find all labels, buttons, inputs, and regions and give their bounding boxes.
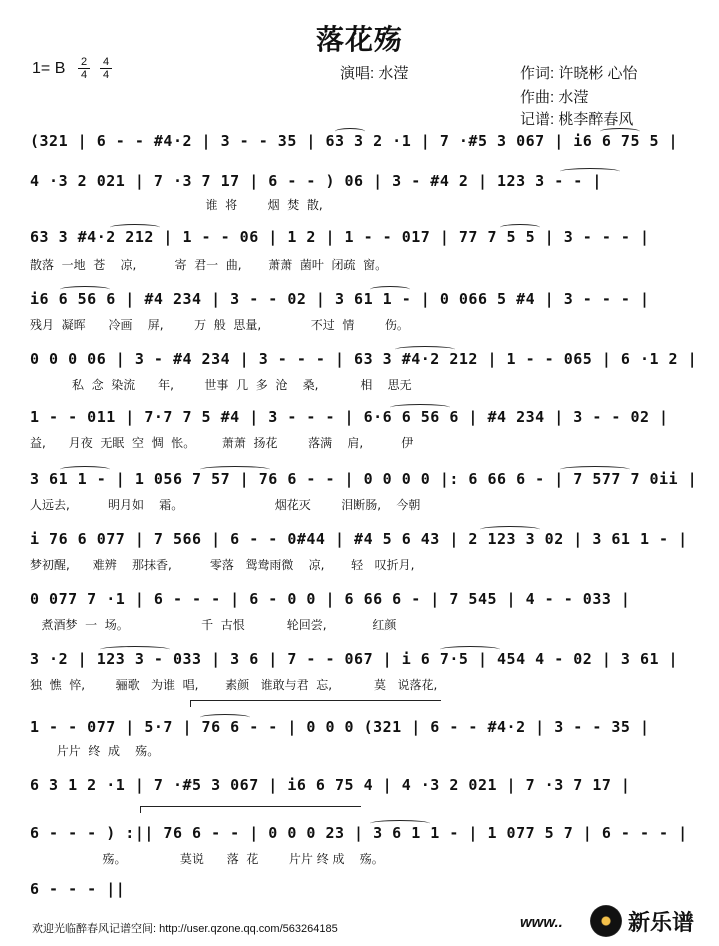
song-title: 落花殇 [315,24,403,55]
meter-b-bottom: 4 [100,68,112,81]
footer-text: 欢迎光临醉春风记谱空间: http://user.qzone.qq.com/563264185 [32,923,338,935]
notation-row-5: 0 0 0 06 | 3 - #4 234 | 3 - - - | 63 3 #4·2 212 | 1 - - 065 | 6 ·1 2 | [30,350,698,368]
slur-mark [440,646,500,653]
meter-b-top: 4 [102,56,110,68]
singer-credit: 演唱: 水滢 [340,65,409,82]
notation-row-2: 4 ·3 2 021 | 7 ·3 7 17 | 6 - - ) 06 | 3 - #4 2 | 123 3 - - | [30,172,602,190]
slur-mark [335,128,365,135]
lyric-row-2: 谁 将 烟 焚 散, [30,198,323,212]
key-signature: 1= B [32,60,66,77]
slur-mark [500,224,540,231]
lyricist-credit: 作词: 许晓彬 心怡 [520,65,638,82]
lyric-row-10: 独 憔 悴, 骊歌 为谁 唱, 素颜 谁敢与君 忘, 莫 说落花, [30,678,438,692]
lyric-row-5: 私 念 染流 年, 世事 几 多 沧 桑, 相 思无 [30,378,412,392]
notation-row-11: 1 - - 077 | 5·7 | 76 6 - - | 0 0 0 (321 | 6 - - #4·2 | 3 - - 35 | [30,718,650,736]
lyric-row-13: 殇。 莫说 落 花 片片 终 成 殇。 [30,852,384,866]
slur-mark [370,286,410,293]
slur-mark [60,286,110,293]
notation-row-8: i 76 6 077 | 7 566 | 6 - - 0#44 | #4 5 6 43 | 2 123 3 02 | 3 61 1 - | [30,530,688,548]
meter-a-bottom: 4 [78,68,90,81]
slur-mark [395,346,455,353]
slur-mark [200,714,250,721]
slur-mark [390,404,450,411]
site-watermark: www.. [520,914,563,931]
slur-mark [100,646,170,653]
site-logo [590,903,710,939]
time-signature-b [100,56,112,81]
slur-mark [60,466,110,473]
time-signature-a [78,56,90,81]
lyric-row-3: 散落 一地 苍 凉, 寄 君一 曲, 萧萧 菌叶 闭疏 窗。 [30,258,388,272]
slur-mark [480,526,540,533]
lyric-row-6: 益, 月夜 无眠 空 惆 怅。 萧萧 扬花 落满 肩, 伊 [30,436,414,450]
notation-row-6: 1 - - 011 | 7·7 7 5 #4 | 3 - - - | 6·6 6 56 6 | #4 234 | 3 - - 02 | [30,408,669,426]
slur-mark [560,168,620,175]
lyric-row-9: 煮酒梦 一 场。 千 古恨 轮回尝, 红颜 [30,618,397,632]
composer-credit: 作曲: 水滢 [520,89,589,106]
notation-row-1: (321 | 6 - - #4·2 | 3 - - 35 | 63 3 2 ·1 | 7 ·#5 3 067 | i6 6 75 5 | [30,132,679,150]
transcriber-credit: 记谱: 桃李醉春风 [520,111,634,128]
logo-text: 新乐谱 [628,909,695,935]
notation-row-9: 0 077 7 ·1 | 6 - - - | 6 - 0 0 | 6 66 6 - | 7 545 | 4 - - 033 | [30,590,631,608]
slur-mark [200,466,270,473]
notation-row-3: 63 3 #4·2 212 | 1 - - 06 | 1 2 | 1 - - 017 | 77 7 5 5 | 3 - - - | [30,228,650,246]
record-disc-icon [590,905,622,937]
slur-mark [110,224,160,231]
lyric-row-7: 人远去, 明月如 霜。 烟花灭 泪断肠, 今朝 [30,498,421,512]
notation-row-10: 3 ·2 | 123 3 - 033 | 3 6 | 7 - - 067 | i 6 7·5 | 454 4 - 02 | 3 61 | [30,650,679,668]
lyric-row-8: 梦初醒, 难辨 那抹香, 零落 鸳鸯雨微 凉, 轻 叹折月, [30,558,415,572]
volta-bracket-1 [190,700,441,707]
lyric-row-11: 片片 终 成 殇。 [30,744,160,758]
meter-a-top: 2 [80,56,88,68]
volta-bracket-2 [140,806,361,813]
notation-row-4: i6 6 56 6 | #4 234 | 3 - - 02 | 3 61 1 - | 0 066 5 #4 | 3 - - - | [30,290,650,308]
notation-row-13: 6 - - - ) :|| 76 6 - - | 0 0 0 23 | 3 6 1 1 - | 1 077 5 7 | 6 - - - | [30,824,688,842]
slur-mark [600,128,640,135]
slur-mark [370,820,430,827]
slur-mark [560,466,630,473]
lyric-row-4: 残月 凝晖 冷画 屏, 万 般 思量, 不过 情 伤。 [30,318,409,332]
notation-row-7: 3 61 1 - | 1 056 7 57 | 76 6 - - | 0 0 0 0 |: 6 66 6 - | 7 577 7 0ii | [30,470,698,488]
notation-row-14: 6 - - - || [30,880,126,898]
notation-row-12: 6 3 1 2 ·1 | 7 ·#5 3 067 | i6 6 75 4 | 4 ·3 2 021 | 7 ·3 7 17 | [30,776,631,794]
